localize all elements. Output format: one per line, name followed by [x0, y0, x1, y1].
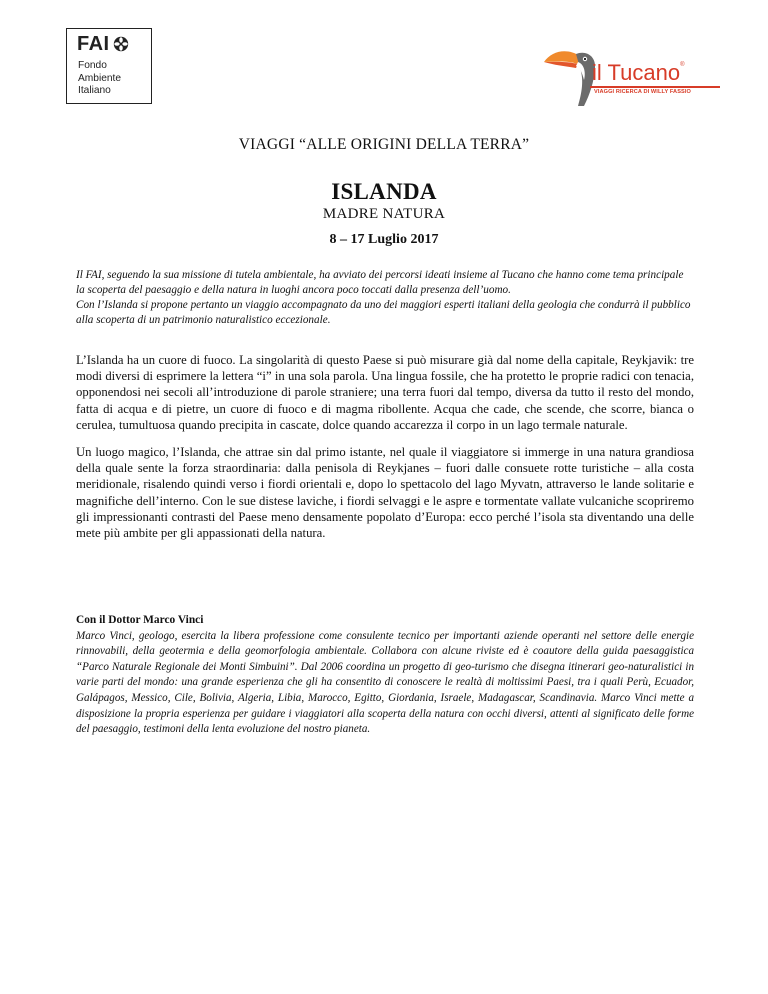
tucano-logo: [540, 42, 720, 112]
body-paragraph: Un luogo magico, l’Islanda, che attrae sin dal primo istante, nel quale il viaggiatore si immerge in una natura grandiosa della quale sente la forza straordinaria: dalla penisola di Reykjanes – fuori dalle consuete rotte turistiche – alla costa meridionale, risalendo quindi verso i fiordi orientali e, dopo lo spettacolo del lago Myvatn, attraverso le lande solitarie e magnifiche dell’interno. Con le sue distese laviche, i fiordi selvaggi e le aspre e tormentate vallate vulcaniche scopriremo gli impressionanti contrasti del Paese meno densamente popolato d’Europa: ecco perché l’isola sta diventando una delle mete più ambite per gli appassionati della natura.: [76, 445, 694, 541]
fai-logo-line: Fondo: [78, 60, 107, 71]
fai-logo-line: Italiano: [78, 85, 111, 96]
tucano-logo-divider: [590, 86, 720, 88]
guide-heading: Con il Dottor Marco Vinci: [76, 614, 204, 626]
intro-paragraph: Con l’Islanda si propone pertanto un viaggio accompagnato da uno dei maggiori esperti italiani della geologia che condurrà il pubblico alla scoperta di un patrimonio naturalistico eccezionale.: [76, 299, 691, 326]
intro-paragraph: Il FAI, seguendo la sua missione di tutela ambientale, ha avviato dei percorsi ideati insieme al Tucano che hanno come tema principale la scoperta del paesaggio e della natura in luoghi ancora poco toccati dalla presenza dell’uomo.: [76, 269, 684, 296]
body-section: [76, 352, 694, 552]
guide-bio: Marco Vinci, geologo, esercita la libera professione come consulente tecnico per importanti aziende operanti nel settore delle energie rinnovabili, della geotermia e della geomorfologia ambientale. Collabora con alcune riviste ed è coautore della guida paesaggistica “Parco Naturale Regionale dei Monti Simbuini”. Dal 2006 coordina un progetto di geo-turismo che disegna itinerari geo-naturalistici in varie parti del mondo: una grande esperienza che gli ha consentito di conoscere le realtà di moltissimi Paesi, tra i quali Perù, Ecuador, Galápagos, Messico, Cile, Bolivia, Algeria, Libia, Marocco, Egitto, Giordania, Israele, Madagascar, Scandinavia. Marco Vinci mette a disposizione la propria esperienza per guidare i viaggiatori alla scoperta della natura con occhi diversi, attenti al significato delle forme del paesaggio, testimoni della lenta evoluzione del nostro pianeta.: [76, 629, 694, 736]
travel-dates: 8 – 17 Luglio 2017: [329, 232, 439, 247]
toucan-icon: [540, 42, 600, 110]
fai-logo-word: FAI: [77, 33, 110, 55]
intro-section: [76, 268, 694, 328]
fai-logo-line: Ambiente: [78, 72, 122, 84]
fai-logo-text: [78, 60, 121, 98]
tucano-logo-tagline: VIAGGI RICERCA DI WILLY FASSIO: [594, 89, 691, 95]
series-heading: VIAGGI “ALLE ORIGINI DELLA TERRA”: [238, 136, 530, 153]
tucano-logo-name: il Tucano®: [592, 60, 685, 85]
guide-section: [76, 613, 694, 738]
page-title: ISLANDA: [331, 179, 437, 204]
fai-logo: [66, 28, 152, 104]
page-subtitle: MADRE NATURA: [322, 206, 446, 222]
body-paragraph: L’Islanda ha un cuore di fuoco. La singolarità di questo Paese si può misurare già dal nome della capitale, Reykjavik: tre modi diversi di esprimere la lettera “i” in una sola parola. Una lingua fossile, che ha protetto le proprie radici con tenacia, opponendosi nei secoli all’introduzione di parole straniere; una terra fuori dal tempo, diversa da tutto il resto del mondo, fatta di acqua e di pietre, un cuore di fuoco e di magma ribollente. Acqua che cade, che scende, che scorre, bianca o cerulea, tumultuosa quando precipita in cascate, dolce quando accarezza il corpo in un lago termale naturale.: [76, 353, 694, 432]
flower-icon: [113, 36, 129, 52]
